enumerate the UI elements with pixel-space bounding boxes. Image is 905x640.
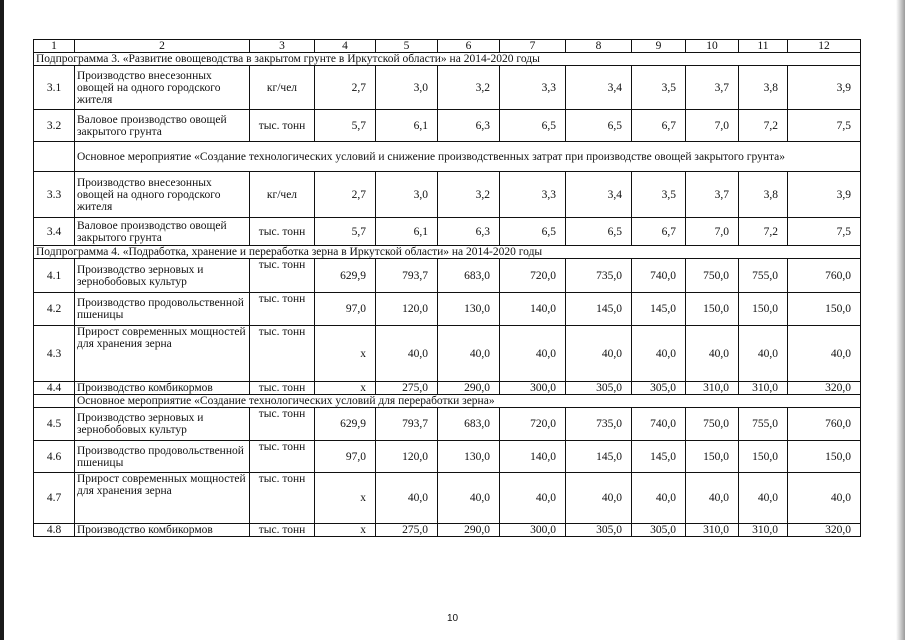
row-number: 3.1 [34, 66, 75, 110]
value-cell: 120,0 [376, 293, 438, 326]
value-cell: 683,0 [438, 259, 500, 293]
section-row [34, 246, 861, 259]
value-cell: 3,2 [438, 66, 500, 110]
value-cell: 683,0 [438, 408, 500, 441]
header-cell: 2 [75, 40, 250, 53]
value-cell: 40,0 [686, 326, 739, 382]
table-row [34, 524, 861, 537]
value-cell: 6,7 [632, 218, 686, 246]
section-title: Подпрограмма 4. «Подработка, хранение и переработка зерна в Иркутской области» на 2014-2020 годы [34, 246, 861, 259]
header-cell: 11 [739, 40, 788, 53]
value-cell: 720,0 [500, 408, 566, 441]
value-cell: 3,3 [500, 66, 566, 110]
table-row [34, 172, 861, 218]
table-row [34, 218, 861, 246]
unit-cell: тыс. тонн [250, 524, 315, 537]
value-cell: 755,0 [739, 408, 788, 441]
header-cell: 3 [250, 40, 315, 53]
value-cell: 40,0 [566, 326, 632, 382]
indicator-name: Производство продовольственной пшеницы [75, 293, 250, 326]
measure-title: Основное мероприятие «Создание технологических условий для переработки зерна» [75, 395, 861, 408]
measure-row [34, 142, 861, 172]
measure-row [34, 395, 861, 408]
value-cell: 145,0 [566, 441, 632, 473]
value-cell: 150,0 [788, 293, 861, 326]
value-cell: 5,7 [315, 218, 376, 246]
value-cell: 40,0 [632, 473, 686, 524]
value-cell: 7,2 [739, 110, 788, 142]
value-cell: 275,0 [376, 524, 438, 537]
unit-cell: тыс. тонн [250, 382, 315, 395]
value-cell: 130,0 [438, 441, 500, 473]
value-cell: 305,0 [632, 382, 686, 395]
measure-number-cell [34, 395, 75, 408]
row-number: 3.2 [34, 110, 75, 142]
value-cell: 7,0 [686, 218, 739, 246]
scan-edge-right [896, 0, 905, 640]
indicator-name: Производство внесезонных овощей на одного городского жителя [75, 66, 250, 110]
table-row [34, 66, 861, 110]
row-number: 4.1 [34, 259, 75, 293]
value-cell: 6,7 [632, 110, 686, 142]
value-cell: х [315, 473, 376, 524]
header-cell: 12 [788, 40, 861, 53]
table-row [34, 293, 861, 326]
table-row [34, 441, 861, 473]
unit-cell: тыс. тонн [250, 110, 315, 142]
row-number: 4.5 [34, 408, 75, 441]
header-cell: 9 [632, 40, 686, 53]
value-cell: 750,0 [686, 259, 739, 293]
value-cell: 140,0 [500, 441, 566, 473]
indicator-name: Валовое производство овощей закрытого грунта [75, 110, 250, 142]
value-cell: 6,1 [376, 218, 438, 246]
value-cell: 150,0 [739, 441, 788, 473]
value-cell: 7,2 [739, 218, 788, 246]
value-cell: 6,1 [376, 110, 438, 142]
value-cell: 750,0 [686, 408, 739, 441]
value-cell: 310,0 [739, 382, 788, 395]
value-cell: 40,0 [788, 326, 861, 382]
value-cell: 6,3 [438, 218, 500, 246]
value-cell: 305,0 [566, 524, 632, 537]
value-cell: 3,0 [376, 66, 438, 110]
value-cell: 40,0 [788, 473, 861, 524]
value-cell: 310,0 [686, 382, 739, 395]
value-cell: 305,0 [566, 382, 632, 395]
unit-cell: кг/чел [250, 66, 315, 110]
section-row [34, 53, 861, 66]
table-row [34, 408, 861, 441]
value-cell: 40,0 [500, 473, 566, 524]
indicator-name: Производство продовольственной пшеницы [75, 441, 250, 473]
indicator-table [33, 39, 861, 537]
unit-cell: тыс. тонн [250, 293, 315, 326]
value-cell: 740,0 [632, 408, 686, 441]
row-number: 3.3 [34, 172, 75, 218]
row-number: 3.4 [34, 218, 75, 246]
value-cell: 40,0 [376, 326, 438, 382]
unit-cell: тыс. тонн [250, 408, 315, 441]
indicator-name: Валовое производство овощей закрытого грунта [75, 218, 250, 246]
value-cell: 290,0 [438, 524, 500, 537]
value-cell: 3,8 [739, 66, 788, 110]
header-cell: 5 [376, 40, 438, 53]
value-cell: 130,0 [438, 293, 500, 326]
indicator-name: Производство зерновых и зернобобовых культур [75, 259, 250, 293]
value-cell: 760,0 [788, 408, 861, 441]
header-cell: 8 [566, 40, 632, 53]
value-cell: 145,0 [566, 293, 632, 326]
table-row [34, 110, 861, 142]
value-cell: 7,5 [788, 218, 861, 246]
value-cell: 720,0 [500, 259, 566, 293]
value-cell: 145,0 [632, 441, 686, 473]
value-cell: 3,2 [438, 172, 500, 218]
header-cell: 6 [438, 40, 500, 53]
header-cell: 4 [315, 40, 376, 53]
value-cell: 310,0 [739, 524, 788, 537]
value-cell: 120,0 [376, 441, 438, 473]
value-cell: 7,0 [686, 110, 739, 142]
value-cell: х [315, 326, 376, 382]
value-cell: 3,4 [566, 66, 632, 110]
value-cell: 320,0 [788, 382, 861, 395]
table-row [34, 259, 861, 293]
header-cell: 10 [686, 40, 739, 53]
unit-cell: кг/чел [250, 172, 315, 218]
value-cell: 735,0 [566, 259, 632, 293]
indicator-name: Прирост современных мощностей для хранения зерна [75, 326, 250, 382]
row-number: 4.6 [34, 441, 75, 473]
indicator-name: Производство комбикормов [75, 382, 250, 395]
value-cell: 97,0 [315, 441, 376, 473]
value-cell: х [315, 382, 376, 395]
row-number: 4.8 [34, 524, 75, 537]
header-cell: 1 [34, 40, 75, 53]
value-cell: 310,0 [686, 524, 739, 537]
value-cell: 740,0 [632, 259, 686, 293]
value-cell: 300,0 [500, 524, 566, 537]
value-cell: 40,0 [438, 473, 500, 524]
value-cell: 735,0 [566, 408, 632, 441]
value-cell: 3,7 [686, 172, 739, 218]
value-cell: 40,0 [739, 326, 788, 382]
row-number: 4.2 [34, 293, 75, 326]
indicator-name: Производство комбикормов [75, 524, 250, 537]
table-header [34, 40, 861, 53]
row-number: 4.4 [34, 382, 75, 395]
value-cell: 145,0 [632, 293, 686, 326]
unit-cell: тыс. тонн [250, 473, 315, 524]
value-cell: 2,7 [315, 172, 376, 218]
value-cell: 320,0 [788, 524, 861, 537]
value-cell: 629,9 [315, 259, 376, 293]
measure-number-cell [34, 142, 75, 172]
value-cell: 150,0 [739, 293, 788, 326]
value-cell: 40,0 [500, 326, 566, 382]
indicator-name: Производство внесезонных овощей на одного городского жителя [75, 172, 250, 218]
value-cell: 40,0 [566, 473, 632, 524]
value-cell: 3,5 [632, 66, 686, 110]
value-cell: 97,0 [315, 293, 376, 326]
scan-edge-left [0, 0, 4, 640]
value-cell: 40,0 [438, 326, 500, 382]
value-cell: 6,5 [500, 218, 566, 246]
section-title: Подпрограмма 3. «Развитие овощеводства в закрытом грунте в Иркутской области» на 2014-2020 годы [34, 53, 861, 66]
header-cell: 7 [500, 40, 566, 53]
value-cell: 6,3 [438, 110, 500, 142]
page-number: 10 [446, 613, 459, 624]
value-cell: 3,3 [500, 172, 566, 218]
value-cell: 150,0 [788, 441, 861, 473]
value-cell: 3,9 [788, 172, 861, 218]
unit-cell: тыс. тонн [250, 259, 315, 293]
value-cell: 305,0 [632, 524, 686, 537]
value-cell: 793,7 [376, 259, 438, 293]
indicator-name: Производство зерновых и зернобобовых культур [75, 408, 250, 441]
value-cell: 6,5 [566, 110, 632, 142]
unit-cell: тыс. тонн [250, 218, 315, 246]
value-cell: 755,0 [739, 259, 788, 293]
table-body [34, 53, 861, 537]
row-number: 4.7 [34, 473, 75, 524]
value-cell: 40,0 [376, 473, 438, 524]
table-row [34, 473, 861, 524]
value-cell: 275,0 [376, 382, 438, 395]
value-cell: 150,0 [686, 293, 739, 326]
value-cell: 40,0 [739, 473, 788, 524]
value-cell: 40,0 [632, 326, 686, 382]
value-cell: 6,5 [500, 110, 566, 142]
value-cell: 3,9 [788, 66, 861, 110]
value-cell: 40,0 [686, 473, 739, 524]
table-row [34, 326, 861, 382]
unit-cell: тыс. тонн [250, 441, 315, 473]
value-cell: 6,5 [566, 218, 632, 246]
value-cell: 793,7 [376, 408, 438, 441]
value-cell: 3,4 [566, 172, 632, 218]
value-cell: 150,0 [686, 441, 739, 473]
value-cell: х [315, 524, 376, 537]
unit-cell: тыс. тонн [250, 326, 315, 382]
row-number: 4.3 [34, 326, 75, 382]
value-cell: 2,7 [315, 66, 376, 110]
value-cell: 3,8 [739, 172, 788, 218]
header-row [34, 40, 861, 53]
value-cell: 3,7 [686, 66, 739, 110]
value-cell: 290,0 [438, 382, 500, 395]
value-cell: 7,5 [788, 110, 861, 142]
value-cell: 3,0 [376, 172, 438, 218]
measure-title: Основное мероприятие «Создание технологических условий и снижение производственных затрат при производстве овощей закрытого грунта» [75, 142, 861, 172]
value-cell: 760,0 [788, 259, 861, 293]
value-cell: 300,0 [500, 382, 566, 395]
value-cell: 140,0 [500, 293, 566, 326]
value-cell: 629,9 [315, 408, 376, 441]
indicator-name: Прирост современных мощностей для хранения зерна [75, 473, 250, 524]
value-cell: 5,7 [315, 110, 376, 142]
table-row [34, 382, 861, 395]
value-cell: 3,5 [632, 172, 686, 218]
